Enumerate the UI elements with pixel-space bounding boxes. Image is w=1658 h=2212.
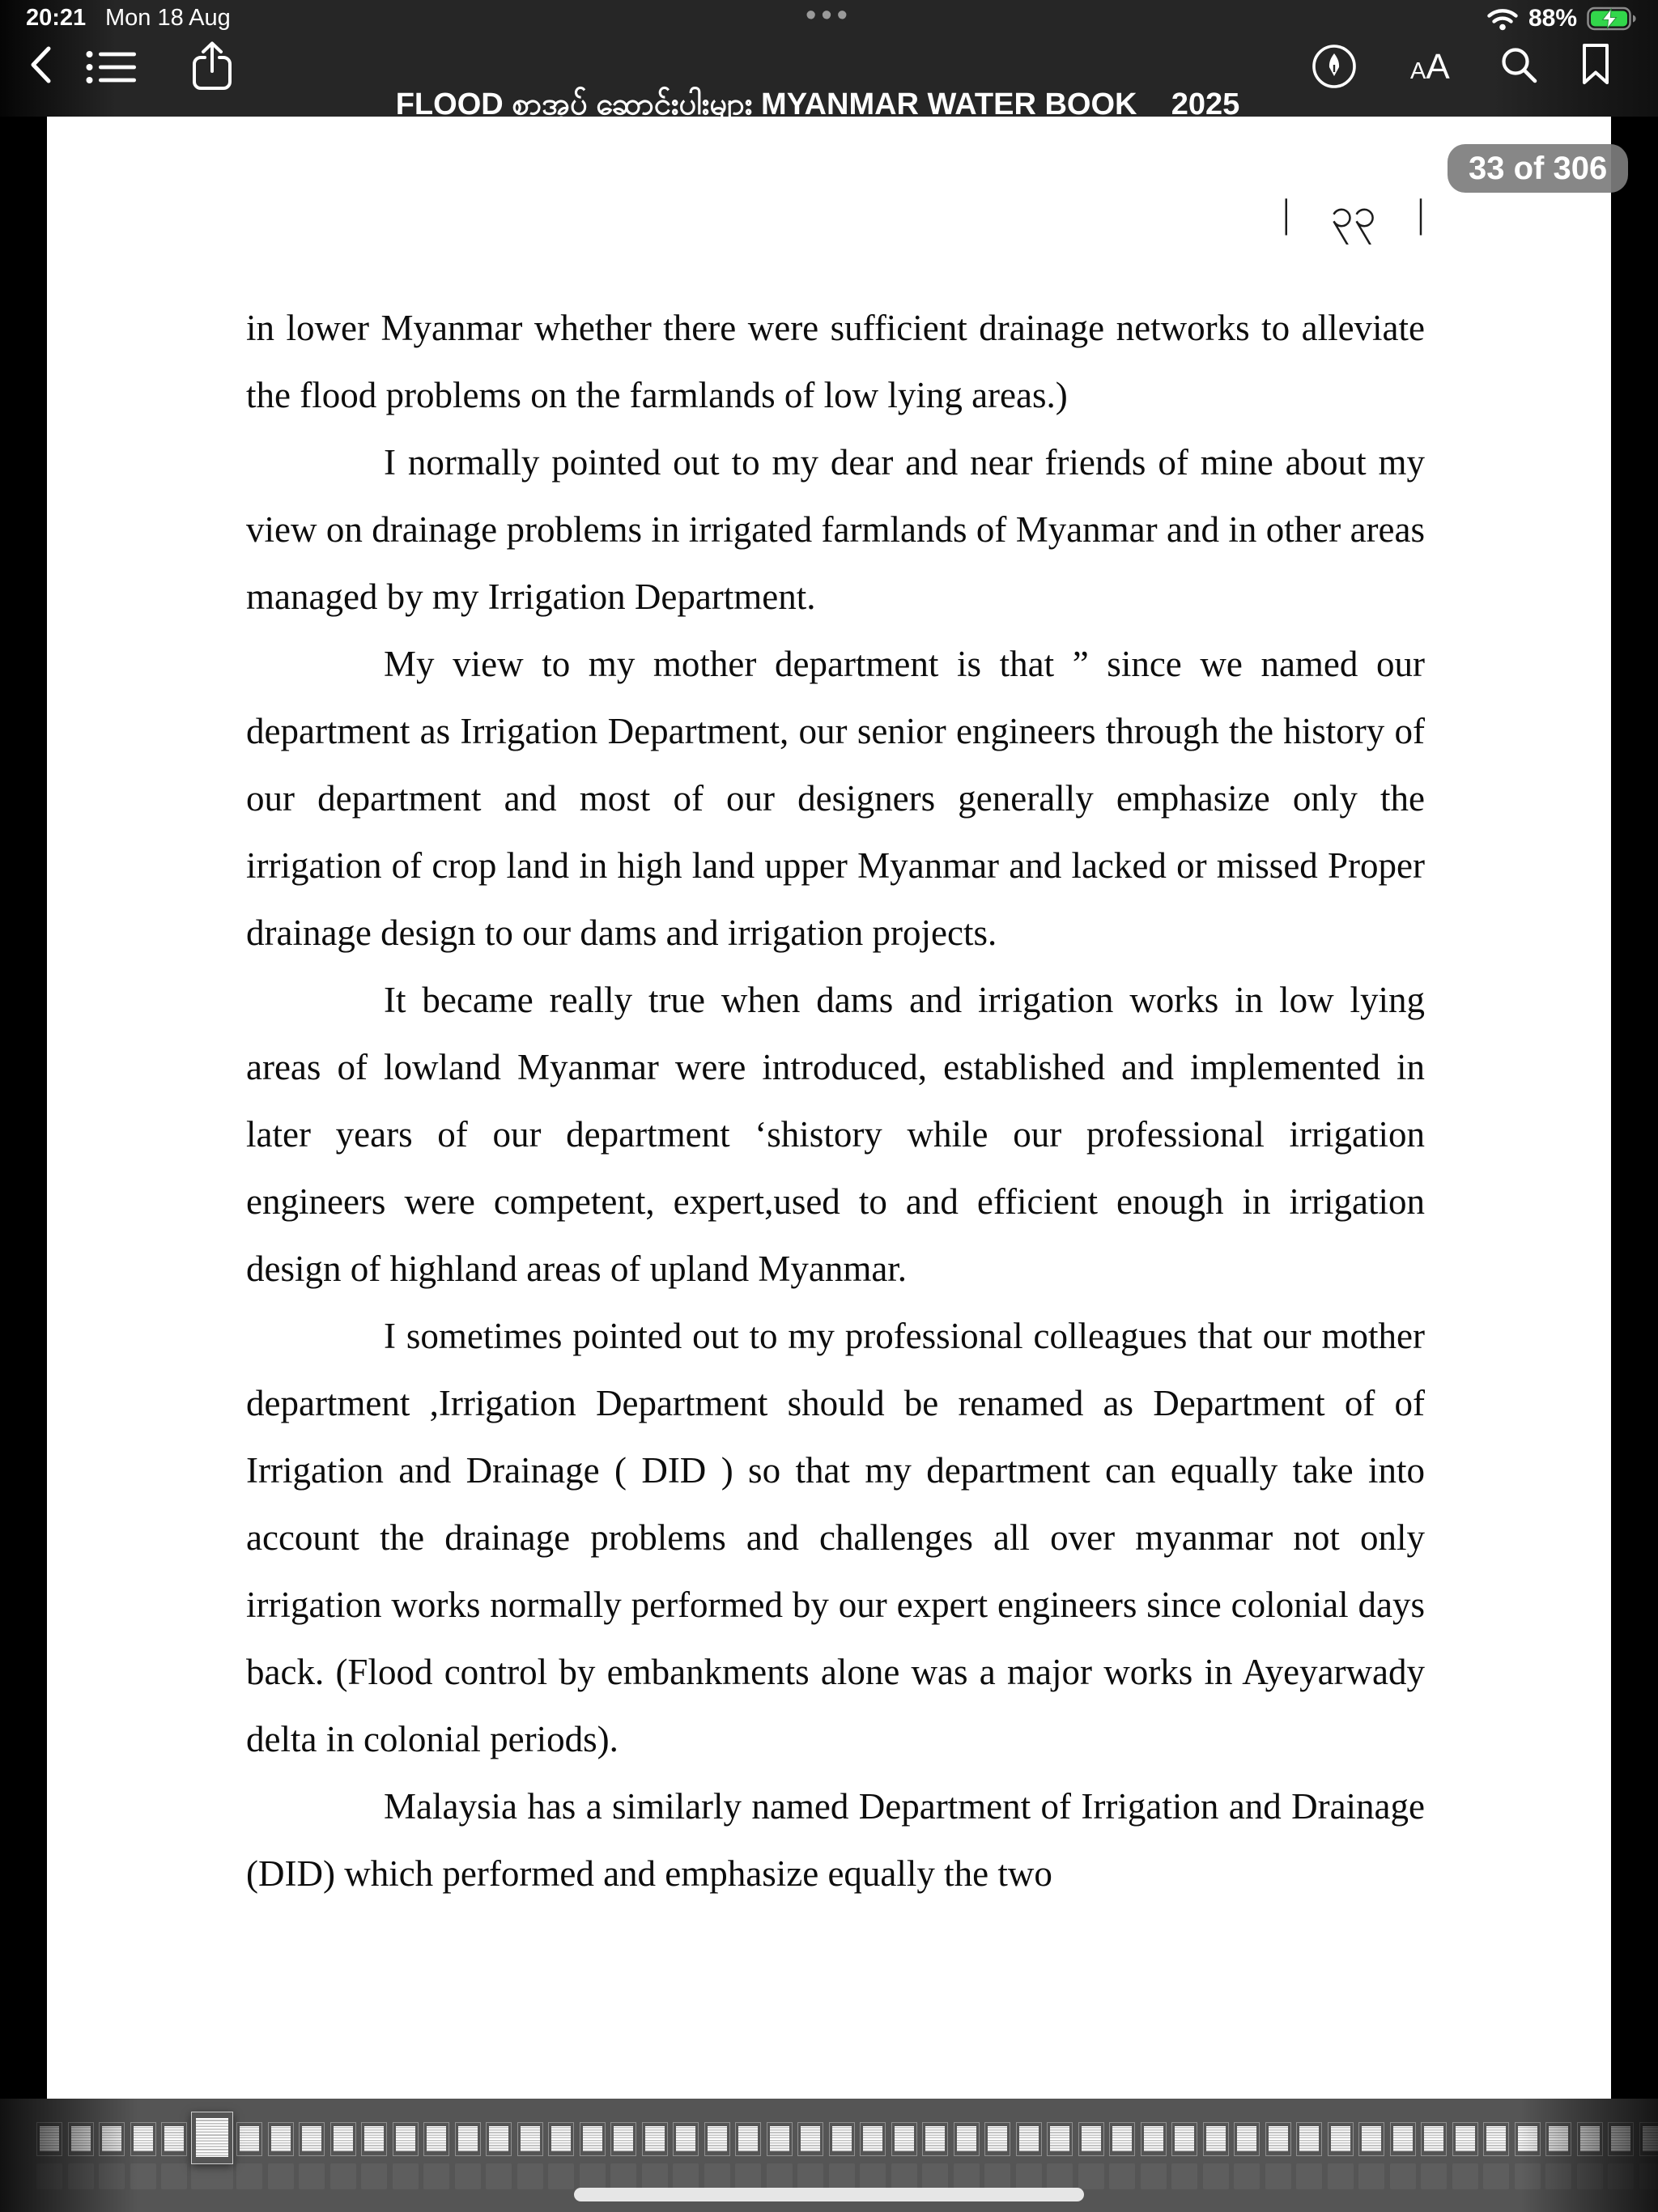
thumbnail-reflection [922, 2163, 948, 2189]
thumbnail-page[interactable] [236, 2122, 262, 2156]
thumbnail-page[interactable] [455, 2122, 481, 2156]
thumbnail-page[interactable] [797, 2122, 823, 2156]
thumbnail-page[interactable] [954, 2122, 980, 2156]
thumbnail-page[interactable] [580, 2122, 606, 2156]
thumbnail-page[interactable] [1078, 2122, 1104, 2156]
thumbnail-reflection [735, 2163, 761, 2189]
thumbnail-reflection [1545, 2163, 1571, 2189]
thumbnail-page[interactable] [1265, 2122, 1291, 2156]
thumbnail-page[interactable] [1452, 2122, 1478, 2156]
thumbnail-reflection [130, 2163, 156, 2189]
share-button[interactable] [191, 40, 233, 91]
thumbnail-page[interactable] [1203, 2122, 1229, 2156]
thumbnail-page[interactable] [99, 2122, 125, 2156]
thumbnail-reflection [860, 2163, 886, 2189]
thumbnail-page[interactable] [423, 2122, 449, 2156]
thumbnail-page[interactable] [829, 2122, 855, 2156]
thumbnail-page[interactable] [1421, 2122, 1447, 2156]
thumbnail-reflection [1078, 2163, 1104, 2189]
text-size-icon: A A [1410, 47, 1450, 87]
status-date: Mon 18 Aug [105, 5, 231, 31]
thumbnail-page[interactable] [1390, 2122, 1416, 2156]
thumbnail-reflection [1328, 2163, 1354, 2189]
document-page [47, 117, 1611, 2099]
paragraph: Malaysia has a similarly named Department of Irrigation and Drainage (DID) which performed and emphasize equally the two [246, 1786, 1425, 1894]
thumbnail-page[interactable] [984, 2122, 1010, 2156]
thumbnail-reflection [610, 2163, 636, 2189]
thumbnail-reflection [1608, 2163, 1634, 2189]
status-right-cluster [1486, 5, 1637, 32]
thumbnail-page[interactable] [642, 2122, 668, 2156]
thumbnail-page[interactable] [704, 2122, 730, 2156]
thumbnail-reflection [161, 2163, 187, 2189]
thumbnail-page[interactable] [1545, 2122, 1571, 2156]
thumbnail-page[interactable] [673, 2122, 699, 2156]
thumbnail-reflection [236, 2163, 262, 2189]
page-count-badge: 33 of 306 [1448, 144, 1628, 193]
thumbnail-page[interactable] [1047, 2122, 1073, 2156]
thumbnail-page[interactable] [330, 2122, 356, 2156]
page-number-header: | ၃၃ | [1282, 190, 1425, 236]
annotate-pen-icon [1312, 44, 1357, 89]
thumbnail-current-page[interactable] [191, 2112, 233, 2164]
thumbnail-reflection [361, 2163, 387, 2189]
thumbnail-reflection [1483, 2163, 1509, 2189]
thumbnail-reflection [1577, 2163, 1603, 2189]
thumbnail-reflection [1203, 2163, 1229, 2189]
thumbnail-page[interactable] [1358, 2122, 1384, 2156]
thumbnail-reflection [829, 2163, 855, 2189]
thumbnail-reflection [1390, 2163, 1416, 2189]
thumbnail-page[interactable] [548, 2122, 574, 2156]
thumbnail-reflection [268, 2163, 294, 2189]
paragraph: in lower Myanmar whether there were sufficient drainage networks to alleviate the flood problems on the farmlands of low lying areas.) [246, 308, 1425, 415]
thumbnail-page[interactable] [1483, 2122, 1509, 2156]
thumbnail-reflection [330, 2163, 356, 2189]
thumbnail-strip[interactable] [0, 2099, 1658, 2212]
thumbnail-reflection [984, 2163, 1010, 2189]
thumbnail-reflection [580, 2163, 606, 2189]
thumbnail-page[interactable] [1234, 2122, 1260, 2156]
bookmark-button[interactable] [1580, 42, 1611, 86]
thumbnail-reflection [99, 2163, 125, 2189]
thumbnail-page[interactable] [610, 2122, 636, 2156]
search-button[interactable] [1499, 45, 1540, 86]
thumbnail-page[interactable] [36, 2122, 62, 2156]
thumbnail-reflection [1265, 2163, 1291, 2189]
battery-charging-icon [1587, 6, 1637, 31]
wifi-icon [1486, 6, 1519, 31]
thumbnail-page[interactable] [1109, 2122, 1135, 2156]
paragraph: I normally pointed out to my dear and near friends of mine about my view on drainage problems in irrigated farmlands of Myanmar and in other areas managed by my Irrigation Department. [246, 442, 1425, 617]
thumbnail-page[interactable] [1016, 2122, 1042, 2156]
thumbnail-reflection [673, 2163, 699, 2189]
paragraph: My view to my mother department is that ” since we named our department as Irrigation Department, our senior engineers through the history of our department and most of our designers generally emphasize only the irrigation of crop land in high land upper Myanmar and lacked or missed Proper drainage design to our dams and irrigation projects. [246, 644, 1425, 953]
thumbnail-reflection [1016, 2163, 1042, 2189]
thumbnail-page[interactable] [1328, 2122, 1354, 2156]
thumbnail-page[interactable] [299, 2122, 325, 2156]
bookmark-icon [1580, 42, 1611, 86]
thumbnail-page[interactable] [1296, 2122, 1322, 2156]
thumbnail-reflection [423, 2163, 449, 2189]
thumbnail-reflection [191, 2163, 233, 2189]
thumbnail-reflection [548, 2163, 574, 2189]
thumbnail-reflection [1109, 2163, 1135, 2189]
thumbnail-reflection [1296, 2163, 1322, 2189]
thumbnail-reflection [1452, 2163, 1478, 2189]
status-time: 20:21 [26, 5, 87, 31]
thumbnail-reflection [1515, 2163, 1541, 2189]
thumbnail-reflection [36, 2163, 62, 2189]
page-body-text [246, 295, 1425, 1908]
thumbnail-page[interactable] [361, 2122, 387, 2156]
thumbnail-reflection [517, 2163, 543, 2189]
thumbnail-reflection [704, 2163, 730, 2189]
thumbnail-reflection [1234, 2163, 1260, 2189]
thumbnail-reflection [299, 2163, 325, 2189]
thumbnail-page[interactable] [1608, 2122, 1634, 2156]
thumbnail-page[interactable] [1141, 2122, 1167, 2156]
thumbnail-reflection [767, 2163, 793, 2189]
thumbnail-reflection [891, 2163, 917, 2189]
thumbnail-reflection [954, 2163, 980, 2189]
top-chrome [0, 0, 1658, 121]
home-indicator[interactable] [574, 2188, 1084, 2201]
thumbnail-reflection [797, 2163, 823, 2189]
thumbnail-reflection [1141, 2163, 1167, 2189]
back-button[interactable] [28, 45, 55, 84]
multitask-dots-icon[interactable]: ••• [806, 0, 852, 32]
share-icon [191, 40, 233, 91]
thumbnail-reflection [1358, 2163, 1384, 2189]
thumbnail-reflection [642, 2163, 668, 2189]
thumbnail-page[interactable] [393, 2122, 419, 2156]
thumbnail-page[interactable] [1171, 2122, 1197, 2156]
paragraph: I sometimes pointed out to my professional colleagues that our mother department ,Irrigation Department should be renamed as Department of of Irrigation and Drainage ( DID ) so that my department can equally take into account the drainage problems and challenges all over myanmar not only irrigation works normally performed by our expert engineers since colonial days back. (Flood control by embankments alone was a major works in Ayeyarwady delta in colonial periods). [246, 1316, 1425, 1759]
thumbnail-page[interactable] [1515, 2122, 1541, 2156]
annotate-button[interactable] [1312, 44, 1357, 89]
thumbnail-reflection [1047, 2163, 1073, 2189]
thumbnail-page[interactable] [1577, 2122, 1603, 2156]
nav-bar [0, 36, 1658, 121]
thumbnail-page[interactable] [891, 2122, 917, 2156]
thumbnail-page[interactable] [268, 2122, 294, 2156]
thumbnail-reflection [455, 2163, 481, 2189]
thumbnail-reflection [1171, 2163, 1197, 2189]
thumbnail-page[interactable] [860, 2122, 886, 2156]
thumbnail-reflection [1639, 2163, 1658, 2189]
thumbnail-reflection [486, 2163, 512, 2189]
thumbnail-reflection [393, 2163, 419, 2189]
table-of-contents-button[interactable] [86, 50, 138, 84]
thumbnail-page[interactable] [161, 2122, 187, 2156]
thumbnail-page[interactable] [735, 2122, 761, 2156]
thumbnail-page[interactable] [130, 2122, 156, 2156]
thumbnail-page[interactable] [1639, 2122, 1658, 2156]
paragraph: It became really true when dams and irrigation works in low lying areas of lowland Myanmar were introduced, established and implemented in later years of our department ‘shistory while our professional irrigation engineers were competent, expert,used to and efficient enough in irrigation design of highland areas of upland Myanmar. [246, 980, 1425, 1289]
book-title: FLOOD စာအုပ် ဆောင်းပါးများ MYANMAR WATER BOOK _ 2025 [395, 87, 1240, 121]
text-size-button[interactable] [1410, 47, 1450, 87]
thumbnail-page[interactable] [767, 2122, 793, 2156]
thumbnail-reflection [1421, 2163, 1447, 2189]
battery-percent-label: 88% [1528, 5, 1577, 32]
thumbnail-page[interactable] [922, 2122, 948, 2156]
thumbnail-page[interactable] [68, 2122, 94, 2156]
thumbnail-page[interactable] [517, 2122, 543, 2156]
thumbnail-page[interactable] [486, 2122, 512, 2156]
thumbnail-reflection [68, 2163, 94, 2189]
search-icon [1499, 45, 1540, 86]
table-of-contents-icon [86, 50, 138, 84]
